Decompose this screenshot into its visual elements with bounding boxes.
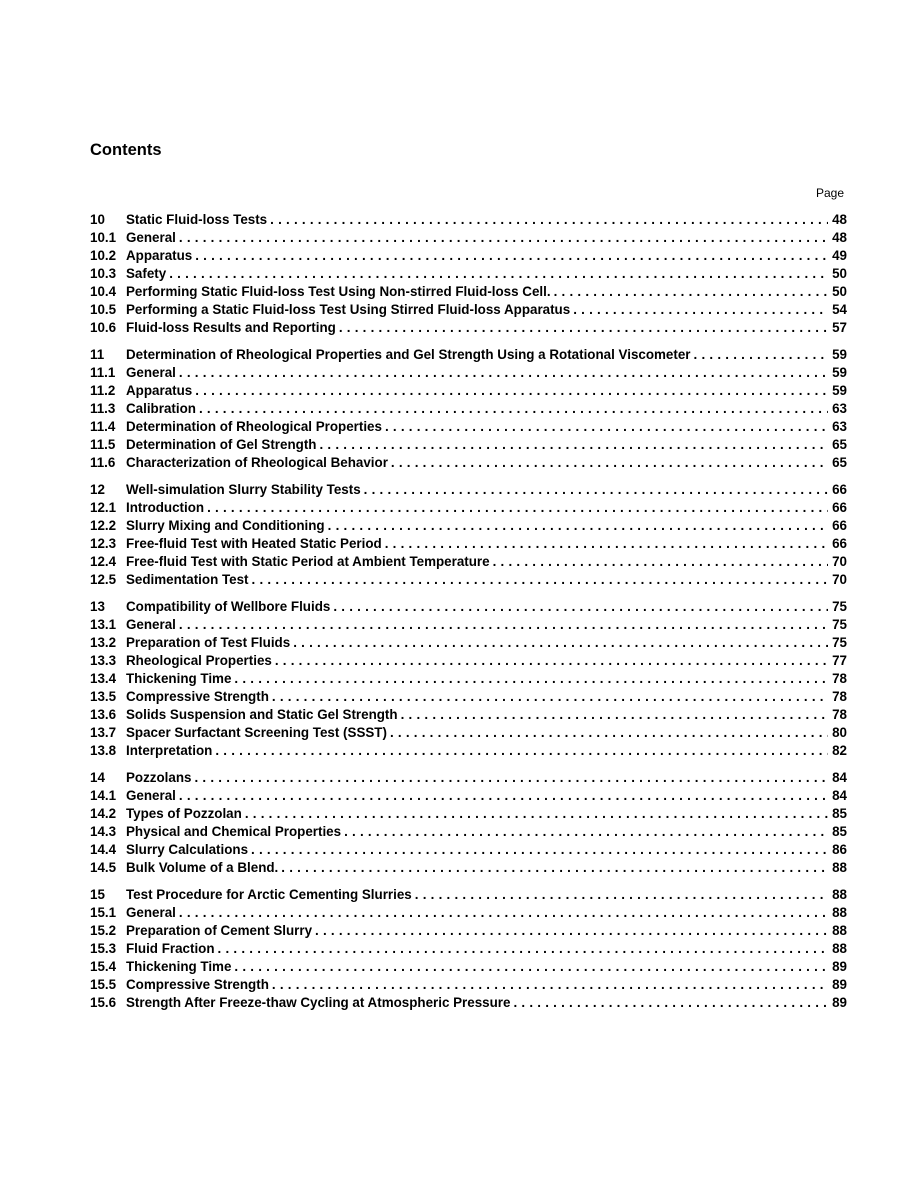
dot-leader <box>275 652 828 670</box>
toc-entry-title: Determination of Rheological Properties and Gel Strength Using a Rotational Viscometer <box>126 347 691 362</box>
dot-leader <box>493 553 829 571</box>
toc-entry[interactable] <box>90 499 847 517</box>
toc-entry[interactable] <box>90 283 847 301</box>
toc-entry-title: Well-simulation Slurry Stability Tests <box>126 482 361 497</box>
toc-entry-title: Thickening Time <box>126 671 232 686</box>
toc-entry[interactable] <box>90 598 847 616</box>
toc-entry-title: Compressive Strength <box>126 689 269 704</box>
toc-entry-number: 12.3 <box>90 536 117 551</box>
dot-leader <box>195 247 828 265</box>
dot-leader <box>333 598 828 616</box>
toc-entry-number: 12.5 <box>90 572 117 587</box>
toc-entry[interactable] <box>90 940 847 958</box>
toc-entry-page-number: 88 <box>832 905 847 920</box>
toc-entry-page-number: 84 <box>832 788 847 803</box>
toc-entry-number: 11.3 <box>90 401 116 416</box>
toc-entry[interactable] <box>90 211 847 229</box>
toc-entry-number: 12.2 <box>90 518 117 533</box>
toc-entry-number: 10.2 <box>90 248 117 263</box>
toc-entry-number: 15.4 <box>90 959 117 974</box>
toc-entry-number: 11.4 <box>90 419 116 434</box>
toc-entry-number: 13.4 <box>90 671 117 686</box>
dot-leader <box>293 634 828 652</box>
toc-entry[interactable] <box>90 634 847 652</box>
toc-entry-title: Rheological Properties <box>126 653 272 668</box>
toc-entry-title: Fluid-loss Results and Reporting <box>126 320 336 335</box>
toc-entry-page-number: 66 <box>832 482 847 497</box>
toc-entry-title: Test Procedure for Arctic Cementing Slurries <box>126 887 412 902</box>
dot-leader <box>554 283 829 301</box>
toc-entry-title: Preparation of Cement Slurry <box>126 923 313 938</box>
dot-leader <box>179 787 828 805</box>
toc-entry-page-number: 78 <box>832 707 847 722</box>
toc-entry-page-number: 89 <box>832 995 847 1010</box>
toc-entry-page-number: 75 <box>832 617 847 632</box>
toc-entry[interactable] <box>90 922 847 940</box>
toc-entry-title: Characterization of Rheological Behavior <box>126 455 388 470</box>
dot-leader <box>234 670 828 688</box>
toc-entry-number: 15.1 <box>90 905 117 920</box>
toc-entry-page-number: 77 <box>832 653 847 668</box>
toc-entry-title: Physical and Chemical Properties <box>126 824 342 839</box>
toc-entry[interactable] <box>90 319 847 337</box>
toc-entry-number: 13 <box>90 599 105 614</box>
toc-entry-page-number: 88 <box>832 941 847 956</box>
toc-entry-number: 15.3 <box>90 941 117 956</box>
toc-entry[interactable] <box>90 346 847 364</box>
toc-entry-page-number: 48 <box>832 212 847 227</box>
toc-section-group <box>90 598 847 760</box>
dot-leader <box>344 823 828 841</box>
toc-entry[interactable] <box>90 994 847 1012</box>
dot-leader <box>573 301 828 319</box>
toc-entry-title: Safety <box>126 266 167 281</box>
toc-entry[interactable] <box>90 517 847 535</box>
toc-entry-number: 11.6 <box>90 455 116 470</box>
toc-entry[interactable] <box>90 535 847 553</box>
toc-entry-page-number: 50 <box>832 266 847 281</box>
toc-entry-page-number: 88 <box>832 860 847 875</box>
toc-entry-title: Static Fluid-loss Tests <box>126 212 268 227</box>
toc-entry[interactable] <box>90 787 847 805</box>
toc-entry-number: 12 <box>90 482 105 497</box>
toc-entry-number: 11.1 <box>90 365 116 380</box>
toc-entry-number: 15.2 <box>90 923 117 938</box>
toc-entry[interactable] <box>90 571 847 589</box>
dot-leader <box>401 706 829 724</box>
toc-entry-title: Determination of Gel Strength <box>126 437 317 452</box>
toc-entry-number: 10.6 <box>90 320 117 335</box>
toc-entry-title: General <box>126 365 176 380</box>
toc-entry-title: Bulk Volume of a Blend. <box>126 860 279 875</box>
toc-entry-page-number: 59 <box>832 365 847 380</box>
toc-entry[interactable] <box>90 247 847 265</box>
toc-entry-page-number: 89 <box>832 977 847 992</box>
toc-entry-title: Performing a Static Fluid-loss Test Using Stirred Fluid-loss Apparatus <box>126 302 571 317</box>
toc-entry-page-number: 65 <box>832 437 847 452</box>
toc-entry-title: General <box>126 788 176 803</box>
toc-entry-page-number: 63 <box>832 401 847 416</box>
toc-entry-number: 10.3 <box>90 266 117 281</box>
toc-entry-title: General <box>126 905 176 920</box>
toc-entry[interactable] <box>90 400 847 418</box>
toc-entry-number: 10.5 <box>90 302 117 317</box>
toc-entry-page-number: 59 <box>832 347 847 362</box>
dot-leader <box>245 805 828 823</box>
toc-entry-title: Types of Pozzolan <box>126 806 242 821</box>
toc-entry-number: 11.2 <box>90 383 116 398</box>
toc-entry-title: Interpretation <box>126 743 213 758</box>
toc-entry-number: 13.7 <box>90 725 117 740</box>
toc-entry-page-number: 88 <box>832 887 847 902</box>
toc-entry[interactable] <box>90 382 847 400</box>
toc-entry-title: Preparation of Test Fluids <box>126 635 291 650</box>
dot-leader <box>179 229 828 247</box>
dot-leader <box>272 688 828 706</box>
toc-entry-page-number: 66 <box>832 518 847 533</box>
dot-leader <box>272 976 828 994</box>
dot-leader <box>215 742 828 760</box>
toc-entry-page-number: 86 <box>832 842 847 857</box>
dot-leader <box>315 922 828 940</box>
toc-section-group <box>90 211 847 337</box>
toc-entry-title: Determination of Rheological Properties <box>126 419 382 434</box>
toc-entry-number: 13.1 <box>90 617 117 632</box>
dot-leader <box>199 400 828 418</box>
toc-section-group <box>90 346 847 472</box>
toc-entry[interactable] <box>90 418 847 436</box>
toc-entry-page-number: 70 <box>832 554 847 569</box>
toc-entry-title: Spacer Surfactant Screening Test (SSST) <box>126 725 387 740</box>
toc-entry[interactable] <box>90 670 847 688</box>
toc-entry-page-number: 66 <box>832 536 847 551</box>
toc-entry-page-number: 54 <box>832 302 847 317</box>
dot-leader <box>385 535 828 553</box>
toc-entry[interactable] <box>90 742 847 760</box>
toc-entry-title: Introduction <box>126 500 205 515</box>
toc-entry-page-number: 78 <box>832 689 847 704</box>
dot-leader <box>252 571 829 589</box>
toc-entry-title: Apparatus <box>126 248 193 263</box>
toc-entry-page-number: 63 <box>832 419 847 434</box>
toc-entry-number: 10.4 <box>90 284 117 299</box>
dot-leader <box>694 346 829 364</box>
toc-section-group <box>90 886 847 1012</box>
dot-leader <box>328 517 828 535</box>
toc-entry[interactable] <box>90 364 847 382</box>
dot-leader <box>270 211 828 229</box>
toc-entry-page-number: 85 <box>832 824 847 839</box>
toc-entry[interactable] <box>90 823 847 841</box>
toc-entry[interactable] <box>90 904 847 922</box>
toc-entry[interactable] <box>90 553 847 571</box>
dot-leader <box>391 454 828 472</box>
dot-leader <box>319 436 828 454</box>
dot-leader <box>415 886 828 904</box>
toc-entry-number: 13.2 <box>90 635 117 650</box>
dot-leader <box>179 364 828 382</box>
table-of-contents <box>90 211 847 1021</box>
toc-entry[interactable] <box>90 652 847 670</box>
toc-entry-number: 15.5 <box>90 977 117 992</box>
toc-entry-title: Pozzolans <box>126 770 192 785</box>
toc-entry[interactable] <box>90 436 847 454</box>
toc-entry-title: Slurry Mixing and Conditioning <box>126 518 325 533</box>
toc-entry[interactable] <box>90 454 847 472</box>
toc-entry[interactable] <box>90 706 847 724</box>
toc-entry-title: Performing Static Fluid-loss Test Using Non-stirred Fluid-loss Cell. <box>126 284 551 299</box>
dot-leader <box>234 958 828 976</box>
toc-entry[interactable] <box>90 301 847 319</box>
toc-entry-number: 14.5 <box>90 860 117 875</box>
dot-leader <box>179 616 828 634</box>
toc-entry-number: 13.5 <box>90 689 117 704</box>
contents-heading: Contents <box>90 141 162 159</box>
toc-entry-number: 14.1 <box>90 788 117 803</box>
toc-entry-page-number: 84 <box>832 770 847 785</box>
toc-entry-title: General <box>126 617 176 632</box>
toc-entry-number: 13.3 <box>90 653 117 668</box>
toc-entry-number: 13.8 <box>90 743 117 758</box>
toc-entry-page-number: 75 <box>832 635 847 650</box>
toc-entry-page-number: 48 <box>832 230 847 245</box>
dot-leader <box>390 724 828 742</box>
toc-entry-number: 12.4 <box>90 554 117 569</box>
toc-entry[interactable] <box>90 769 847 787</box>
toc-entry-page-number: 65 <box>832 455 847 470</box>
toc-entry-number: 12.1 <box>90 500 117 515</box>
toc-entry[interactable] <box>90 976 847 994</box>
toc-entry-title: Thickening Time <box>126 959 232 974</box>
page-column-label: Page <box>815 186 844 200</box>
toc-entry-page-number: 50 <box>832 284 847 299</box>
toc-entry[interactable] <box>90 688 847 706</box>
toc-entry-title: Slurry Calculations <box>126 842 249 857</box>
toc-entry-page-number: 75 <box>832 599 847 614</box>
toc-entry[interactable] <box>90 841 847 859</box>
toc-entry-title: Solids Suspension and Static Gel Strength <box>126 707 398 722</box>
toc-section-group <box>90 769 847 877</box>
toc-entry[interactable] <box>90 481 847 499</box>
toc-entry[interactable] <box>90 724 847 742</box>
toc-entry-number: 14.3 <box>90 824 117 839</box>
toc-entry-number: 13.6 <box>90 707 117 722</box>
toc-section-group <box>90 481 847 589</box>
toc-entry[interactable] <box>90 229 847 247</box>
toc-entry-title: Free-fluid Test with Static Period at Ambient Temperature <box>126 554 490 569</box>
toc-entry-title: Fluid Fraction <box>126 941 215 956</box>
toc-entry-title: Compressive Strength <box>126 977 269 992</box>
toc-entry[interactable] <box>90 265 847 283</box>
toc-entry-page-number: 59 <box>832 383 847 398</box>
toc-entry-number: 11.5 <box>90 437 116 452</box>
toc-entry-page-number: 82 <box>832 743 847 758</box>
toc-entry-title: Compatibility of Wellbore Fluids <box>126 599 331 614</box>
dot-leader <box>218 940 829 958</box>
toc-entry-page-number: 89 <box>832 959 847 974</box>
dot-leader <box>251 841 828 859</box>
dot-leader <box>195 382 828 400</box>
dot-leader <box>207 499 828 517</box>
dot-leader <box>169 265 828 283</box>
toc-entry-page-number: 85 <box>832 806 847 821</box>
toc-entry-page-number: 80 <box>832 725 847 740</box>
toc-entry-number: 14.4 <box>90 842 117 857</box>
dot-leader <box>339 319 828 337</box>
toc-entry-number: 15.6 <box>90 995 117 1010</box>
toc-entry-title: Strength After Freeze-thaw Cycling at Atmospheric Pressure <box>126 995 511 1010</box>
toc-entry-title: Calibration <box>126 401 196 416</box>
dot-leader <box>385 418 828 436</box>
toc-entry-number: 10.1 <box>90 230 117 245</box>
toc-entry-title: Sedimentation Test <box>126 572 249 587</box>
toc-entry-page-number: 88 <box>832 923 847 938</box>
toc-entry[interactable] <box>90 958 847 976</box>
toc-entry-number: 11 <box>90 347 105 362</box>
toc-entry-page-number: 66 <box>832 500 847 515</box>
toc-entry[interactable] <box>90 886 847 904</box>
toc-entry-title: Apparatus <box>126 383 193 398</box>
dot-leader <box>194 769 828 787</box>
dot-leader <box>513 994 828 1012</box>
toc-entry-title: Free-fluid Test with Heated Static Period <box>126 536 382 551</box>
toc-entry-number: 10 <box>90 212 105 227</box>
toc-entry[interactable] <box>90 805 847 823</box>
toc-entry-title: General <box>126 230 176 245</box>
toc-entry[interactable] <box>90 616 847 634</box>
toc-entry-number: 15 <box>90 887 105 902</box>
dot-leader <box>364 481 828 499</box>
toc-entry-number: 14 <box>90 770 105 785</box>
toc-entry-page-number: 49 <box>832 248 847 263</box>
toc-entry-page-number: 70 <box>832 572 847 587</box>
toc-entry-page-number: 78 <box>832 671 847 686</box>
dot-leader <box>281 859 828 877</box>
toc-entry-number: 14.2 <box>90 806 117 821</box>
toc-entry-page-number: 57 <box>832 320 847 335</box>
toc-entry[interactable] <box>90 859 847 877</box>
dot-leader <box>179 904 828 922</box>
